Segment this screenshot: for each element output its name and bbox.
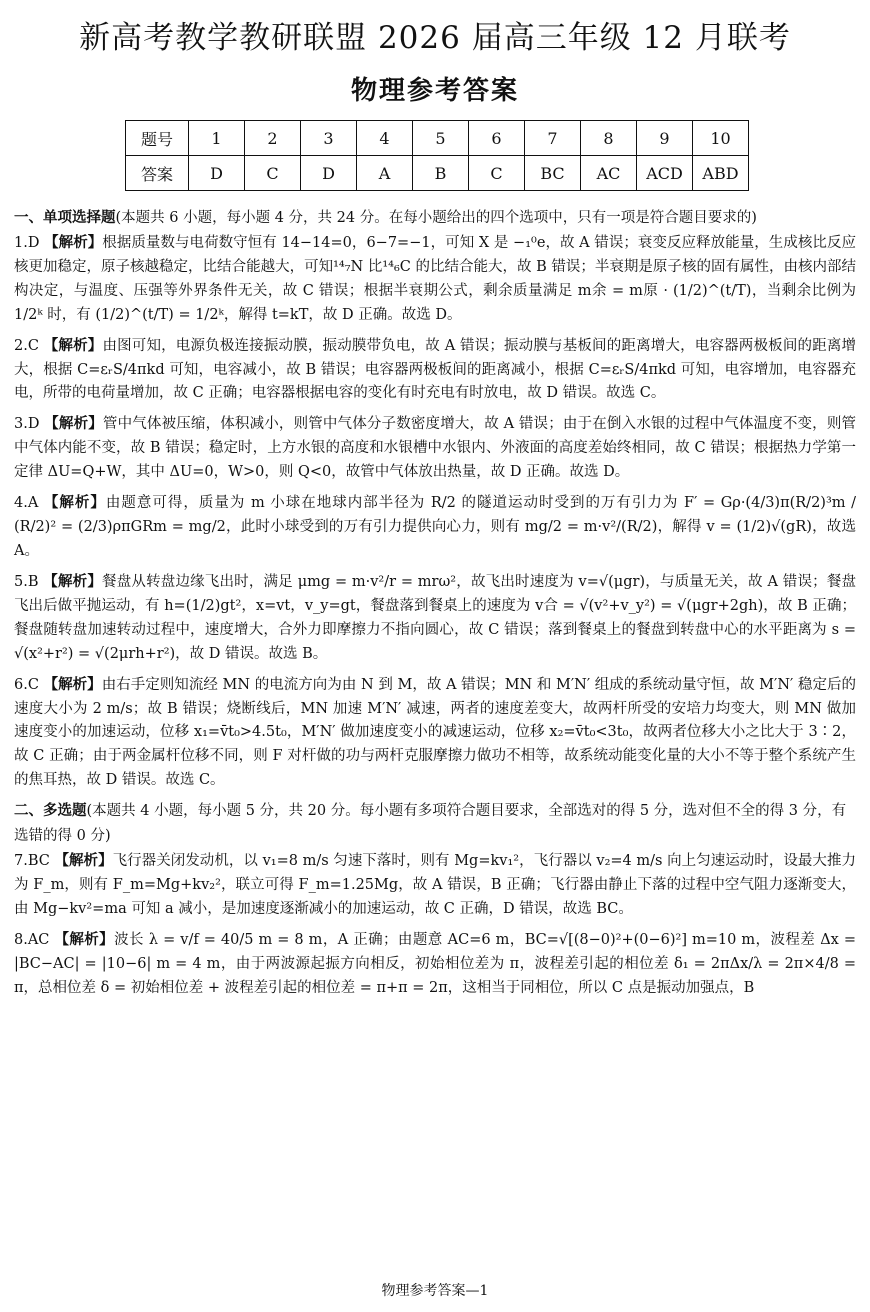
- item-label: 5.B: [14, 573, 39, 590]
- analysis-tag: 【解析】: [43, 675, 102, 693]
- item-text: 根据质量数与电荷数守恒有 14−14=0，6−7=−1，可知 X 是 −₁⁰e，故 A 错误；衰变反应释放能量，生成核比反应核更加稳定，原子核越稳定，比结合能越大，可知¹⁴₇N 比¹⁴₆C 的比结合能大，故 B 错误；半衰期是原子核的固有属性，由核内部结构决定，与温度、压强等外界条件无关，故 C 错误；根据半衰期公式，剩余质量满足 m余 = m原 · (1/2)^(t/T)，当剩余比例为 1/2ᵏ 时，有 (1/2)^(t/T) = 1/2ᵏ，解得 t=kT，故 D 正确。故选 D。: [14, 234, 857, 323]
- table-cell: 2: [245, 121, 301, 156]
- analysis-tag: 【解析】: [43, 572, 103, 590]
- table-cell: 3: [301, 121, 357, 156]
- table-cell: 8: [581, 121, 637, 156]
- analysis-tag: 【解析】: [43, 494, 106, 512]
- item-text: 管中气体被压缩，体积减小，则管中气体分子数密度增大，故 A 错误；由于在倒入水银的过程中气体温度不变，则管中气体内能不变，故 B 错误；稳定时，上方水银的高度和水银槽中水银内、外液面的高度差始终相同，故 C 错误；根据热力学第一定律 ΔU=Q+W，其中 ΔU=0，W>0，则 Q<0，故管中气体放出热量，故 D 正确。故选 D。: [14, 416, 857, 481]
- page-title: 新高考教学教研联盟 2026 届高三年级 12 月联考: [79, 20, 791, 56]
- table-cell: A: [357, 156, 413, 191]
- item-label: 1.D: [14, 234, 40, 251]
- solution-item: [14, 231, 856, 328]
- solution-item: [14, 334, 856, 407]
- table-cell: ACD: [637, 156, 693, 191]
- section-note: (本题共 6 小题，每小题 4 分，共 24 分。在每小题给出的四个选项中，只有一项是符合题目要求的): [115, 210, 757, 226]
- table-row-numbers: [126, 121, 749, 156]
- item-text: 餐盘从转盘边缘飞出时，满足 μmg = m·v²/r = mrω²，故飞出时速度为 v=√(μgr)，与质量无关，故 A 错误；餐盘飞出后做平抛运动，有 h=(1/2)gt²，x=vt，v_y=gt，餐盘落到餐桌上的速度为 v合 = √(v²+v_y²) = √(μgr+2gh)，故 B 正确；餐盘随转盘加速转动过程中，速度增大，合外力即摩擦力不指向圆心，故 C 错误；落到餐桌上的餐盘到转盘中心的水平距离为 s = √(x²+r²) = √(2μrh+r²)，故 D 错误。故选 B。: [14, 573, 857, 662]
- solution-item: [14, 928, 856, 1001]
- solution-item: [14, 491, 856, 564]
- page-footer: 物理参考答案—1: [381, 1283, 489, 1299]
- solution-item: [14, 849, 856, 922]
- table-cell: AC: [581, 156, 637, 191]
- item-label: 7.BC: [14, 853, 50, 870]
- table-cell: 7: [525, 121, 581, 156]
- table-cell: 1: [189, 121, 245, 156]
- solution-item: [14, 673, 856, 794]
- analysis-tag: 【解析】: [43, 336, 103, 354]
- table-cell: B: [413, 156, 469, 191]
- table-cell: 10: [693, 121, 749, 156]
- table-header-cell: 答案: [126, 156, 189, 191]
- section-title: 二、多选题: [14, 802, 87, 820]
- analysis-tag: 【解析】: [54, 930, 115, 948]
- table-cell: BC: [525, 156, 581, 191]
- analysis-tag: 【解析】: [44, 233, 103, 251]
- item-text: 由题意可得，质量为 m 小球在地球内部半径为 R/2 的隧道运动时受到的万有引力为 F′ = Gρ·(4/3)π(R/2)³m / (R/2)² = (2/3)ρπGRm = mg/2，此时小球受到的万有引力提供向心力，则有 mg/2 = m·v²/(R/2)，解得 v = (1/2)√(gR)，故选 A。: [14, 495, 857, 559]
- item-text: 波长 λ = v/f = 40/5 m = 8 m，A 正确；由题意 AC=6 m，BC=√[(8−0)²+(0−6)²] m=10 m，波程差 Δx = |BC−AC| = |10−6| m = 4 m，由于两波源起振方向相反，初始相位差为 π，波程差引起的相位差 δ₁ = 2πΔx/λ = 2π×4/8 = π，总相位差 δ = 初始相位差 + 波程差引起的相位差 = π+π = 2π，这相当于同相位，所以 C 点是振动加强点，B: [14, 931, 857, 996]
- answer-table: [125, 120, 749, 191]
- section-heading: [14, 799, 856, 849]
- item-text: 飞行器关闭发动机，以 v₁=8 m/s 匀速下落时，则有 Mg=kv₁²，飞行器以 v₂=4 m/s 向上匀速运动时，设最大推力为 F_m，则有 F_m=Mg+kv₂²，联立可得 F_m=1.25Mg，故 A 错误，B 正确；飞行器由静止下落的过程中空气阻力逐渐变大，由 Mg−kv²=ma 可知 a 减小，是加速度逐渐减小的加速运动，故 C 正确，D 错误，故选 BC。: [14, 853, 856, 917]
- table-cell: 6: [469, 121, 525, 156]
- item-label: 6.C: [14, 676, 39, 693]
- item-label: 4.A: [14, 495, 39, 512]
- section-title: 一、单项选择题: [14, 209, 116, 226]
- table-cell: 9: [637, 121, 693, 156]
- page-subtitle: 物理参考答案: [350, 76, 519, 106]
- item-label: 3.D: [14, 416, 40, 433]
- solution-item: [14, 412, 856, 485]
- table-cell: C: [245, 156, 301, 191]
- table-cell: 5: [413, 121, 469, 156]
- table-cell: ABD: [693, 156, 749, 191]
- table-cell: D: [189, 156, 245, 191]
- table-cell: D: [301, 156, 357, 191]
- section-heading: [14, 206, 856, 231]
- item-label: 8.AC: [14, 931, 50, 948]
- item-text: 由图可知，电源负极连接振动膜，振动膜带负电，故 A 错误；振动膜与基板间的距离增大，电容器两极板间的距离增大，根据 C=εᵣS/4πkd 可知，电容减小，故 B 错误；电容器两极板间的距离减小，根据 C=εᵣS/4πkd 可知，电容增加，电容器充电，所带的电荷量增加，故 C 正确；电容器根据电容的变化有时充电有时放电，故 D 错误。故选 C。: [14, 337, 857, 402]
- table-cell: 4: [357, 121, 413, 156]
- table-header-cell: 题号: [126, 121, 189, 156]
- analysis-tag: 【解析】: [44, 415, 103, 433]
- table-cell: C: [469, 156, 525, 191]
- item-label: 2.C: [14, 337, 39, 354]
- solution-item: [14, 570, 856, 667]
- analysis-tag: 【解析】: [54, 852, 113, 870]
- solutions-body: [14, 206, 856, 1007]
- table-row-answers: [126, 156, 749, 191]
- item-text: 由右手定则知流经 MN 的电流方向为由 N 到 M，故 A 错误；MN 和 M′N′ 组成的系统动量守恒，故 M′N′ 稳定后的速度大小为 2 m/s；故 B 错误；烧断线后，MN 加速 M′N′ 减速，两者的速度差变大，故两杆所受的安培力均变大，则 MN 做加速度变小的加速运动，位移 x₁=v̄t₀>4.5t₀，M′N′ 做加速度变小的减速运动，位移 x₂=v̄t₀<3t₀，故两者位移大小之比大于 3∶2，故 C 正确；由于两金属杆位移不同，则 F 对杆做的功与两杆克服摩擦力做功不相等，故系统动能变化量的大小不等于整个系统产生的焦耳热，故 D 错误。故选 C。: [14, 676, 857, 789]
- section-note: (本题共 4 小题，每小题 5 分，共 20 分。每小题有多项符合题目要求，全部选对的得 5 分，选对但不全的得 3 分，有选错的得 0 分): [14, 803, 847, 845]
